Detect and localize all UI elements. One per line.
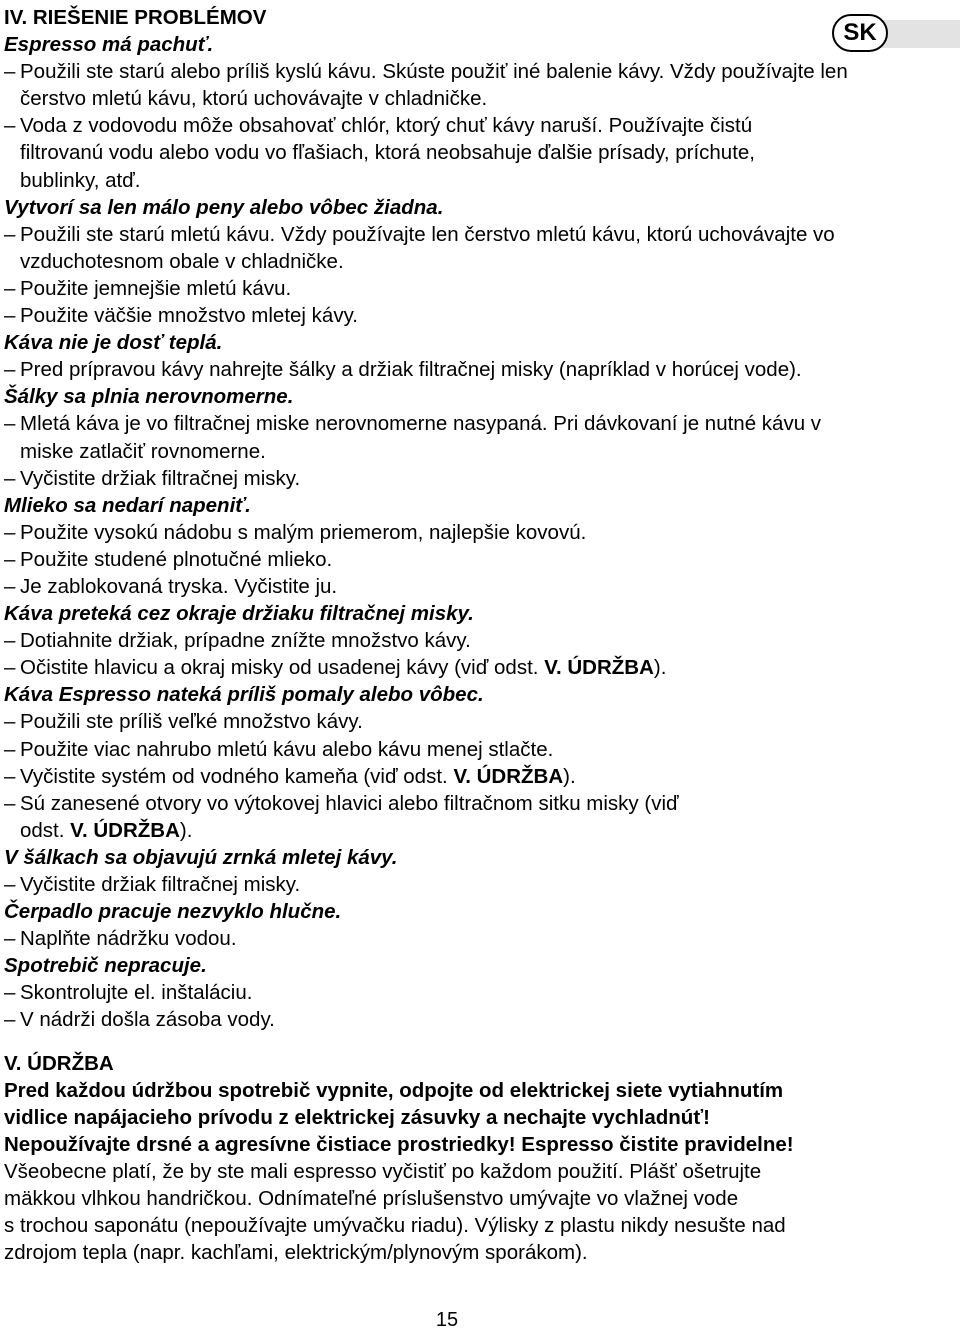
solution-item <box>4 790 904 844</box>
solution-item <box>4 573 904 600</box>
section-title-maintenance: V. ÚDRŽBA <box>4 1051 114 1075</box>
dash-bullet: – <box>4 764 16 788</box>
problem-heading: Šálky sa plnia nerovnomerne. <box>4 385 294 409</box>
dash-bullet: – <box>4 927 16 951</box>
maintenance-body-line: Všeobecne platí, že by ste mali espresso vyčistiť po každom použití. Plášť ošetrujte <box>4 1159 762 1183</box>
problem-heading: Spotrebič nepracuje. <box>4 954 207 978</box>
solution-text: Skontrolujte el. inštaláciu. <box>20 981 253 1005</box>
language-badge: SK <box>832 14 888 52</box>
solution-item <box>4 275 904 302</box>
page-number: 15 <box>435 1309 459 1331</box>
dash-bullet: – <box>4 629 16 653</box>
solution-text: Použite vysokú nádobu s malým priemerom, najlepšie kovovú. <box>20 520 587 544</box>
section-spacer <box>4 1034 904 1050</box>
cross-reference: V. ÚDRŽBA <box>453 764 564 788</box>
maintenance-body-line: mäkkou vlhkou handričkou. Odnímateľné príslušenstvo umývajte vo vlažnej vode <box>4 1187 739 1211</box>
dash-bullet: – <box>4 1008 16 1032</box>
cross-reference: V. ÚDRŽBA <box>70 818 180 842</box>
solution-item <box>4 627 904 654</box>
dash-bullet: – <box>4 710 16 734</box>
dash-bullet: – <box>4 276 16 300</box>
dash-bullet: – <box>4 114 16 138</box>
solution-item <box>4 654 904 681</box>
solution-item <box>4 736 904 763</box>
solution-item <box>4 1006 904 1033</box>
problem-heading: Čerpadlo pracuje nezvyklo hlučne. <box>4 900 342 924</box>
problem-heading: V šálkach sa objavujú zrnká mletej kávy. <box>4 845 398 869</box>
page-content <box>4 4 904 1266</box>
dash-bullet: – <box>4 656 16 680</box>
maintenance-warning-line: vidlice napájacieho prívodu z elektrickej zásuvky a nechajte vychladnúť! <box>4 1105 710 1129</box>
solution-text: Použili ste príliš veľké množstvo kávy. <box>20 710 363 734</box>
problem-heading: Káva preteká cez okraje držiaku filtračnej misky. <box>4 602 474 626</box>
solution-text: Použite viac nahrubo mletú kávu alebo kávu menej stlačte. <box>20 737 554 761</box>
problem-heading: Vytvorí sa len málo peny alebo vôbec žiadna. <box>4 195 444 219</box>
maintenance-body-line: zdrojom tepla (napr. kachľami, elektrickým/plynovým sporákom). <box>4 1241 588 1265</box>
solution-text: Voda z vodovodu môže obsahovať chlór, ktorý chuť kávy naruší. Používajte čistú filtrovanú vodu alebo vodu vo fľašiach, ktorá neobsahuje ďalšie prísady, príchute, bublinky, atď. <box>20 114 755 192</box>
solution-item <box>4 979 904 1006</box>
solution-text: Pred prípravou kávy nahrejte šálky a držiak filtračnej misky (napríklad v horúcej vode). <box>20 358 802 382</box>
solution-text: Vyčistite držiak filtračnej misky. <box>20 873 301 896</box>
solution-text: Vyčistite držiak filtračnej misky. <box>20 466 301 490</box>
dash-bullet: – <box>4 304 16 328</box>
solution-text: Použite väčšie množstvo mletej kávy. <box>20 304 358 328</box>
solution-item <box>4 221 904 275</box>
solution-item <box>4 58 904 112</box>
maintenance-warning-line: Nepoužívajte drsné a agresívne čistiace prostriedky! Espresso čistite pravidelne! <box>4 1132 794 1156</box>
solution-text: Použili ste starú mletú kávu. Vždy používajte len čerstvo mletú kávu, ktorú uchovávajte vo vzduchotesnom obale v chladničke. <box>20 222 835 273</box>
dash-bullet: – <box>4 737 16 761</box>
solution-text: Dotiahnite držiak, prípadne znížte množstvo kávy. <box>20 629 471 653</box>
section-title-troubleshooting: IV. RIEŠENIE PROBLÉMOV <box>4 6 267 29</box>
problem-heading: Mlieko sa nedarí napeniť. <box>4 493 251 517</box>
problem-heading: Káva nie je dosť teplá. <box>4 331 223 355</box>
dash-bullet: – <box>4 873 16 896</box>
solution-text: Použite studené plnotučné mlieko. <box>20 547 333 571</box>
dash-bullet: – <box>4 981 16 1005</box>
solution-item <box>4 410 904 464</box>
solution-text: V nádrži došla zásoba vody. <box>20 1008 275 1032</box>
cross-reference-close: ). <box>179 818 193 842</box>
cross-reference: V. ÚDRŽBA <box>544 656 654 680</box>
dash-bullet: – <box>4 791 16 815</box>
solution-text <box>20 790 720 844</box>
maintenance-warning-line: Pred každou údržbou spotrebič vypnite, odpojte od elektrickej siete vytiahnutím <box>4 1078 784 1102</box>
solution-item <box>4 763 904 790</box>
solution-item <box>4 708 904 735</box>
dash-bullet: – <box>4 574 16 598</box>
solution-text: Je zablokovaná tryska. Vyčistite ju. <box>20 574 338 598</box>
solution-text-main: Vyčistite systém od vodného kameňa (viď odst. <box>20 764 448 788</box>
solution-item <box>4 519 904 546</box>
problem-heading: Espresso má pachuť. <box>4 33 214 57</box>
solution-text-main: Sú zanesené otvory vo výtokovej hlavici alebo filtračnom sitku misky (viď odst. <box>20 791 679 842</box>
solution-item <box>4 871 904 898</box>
solution-text: Naplňte nádržku vodou. <box>20 927 237 951</box>
solution-text: Mletá káva je vo filtračnej miske nerovnomerne nasypaná. Pri dávkovaní je nutné kávu v miske zatlačiť rovnomerne. <box>20 412 822 463</box>
dash-bullet: – <box>4 520 16 544</box>
solution-item <box>4 465 904 492</box>
solution-item <box>4 302 904 329</box>
solution-item <box>4 112 904 193</box>
solution-text-main: Očistite hlavicu a okraj misky od usadenej kávy (viď odst. <box>20 656 539 680</box>
cross-reference-close: ). <box>653 656 667 680</box>
troubleshooting-list <box>4 31 904 1033</box>
maintenance-body-line: s trochou saponátu (nepoužívajte umývačku riadu). Výlisky z plastu nikdy nesušte nad <box>4 1214 786 1238</box>
dash-bullet: – <box>4 466 16 490</box>
solution-item <box>4 546 904 573</box>
dash-bullet: – <box>4 412 16 436</box>
dash-bullet: – <box>4 60 16 84</box>
solution-text: Použite jemnejšie mletú kávu. <box>20 276 292 300</box>
solution-text <box>20 654 880 681</box>
dash-bullet: – <box>4 547 16 571</box>
dash-bullet: – <box>4 222 16 246</box>
cross-reference-close: ). <box>563 764 576 788</box>
problem-heading: Káva Espresso nateká príliš pomaly alebo vôbec. <box>4 683 484 707</box>
solution-item <box>4 925 904 952</box>
solution-item <box>4 356 904 383</box>
solution-text: Použili ste starú alebo príliš kyslú kávu. Skúste použiť iné balenie kávy. Vždy používajte len čerstvo mletú kávu, ktorú uchovávajte v chladničke. <box>20 60 848 111</box>
solution-text <box>20 763 880 790</box>
dash-bullet: – <box>4 358 16 382</box>
